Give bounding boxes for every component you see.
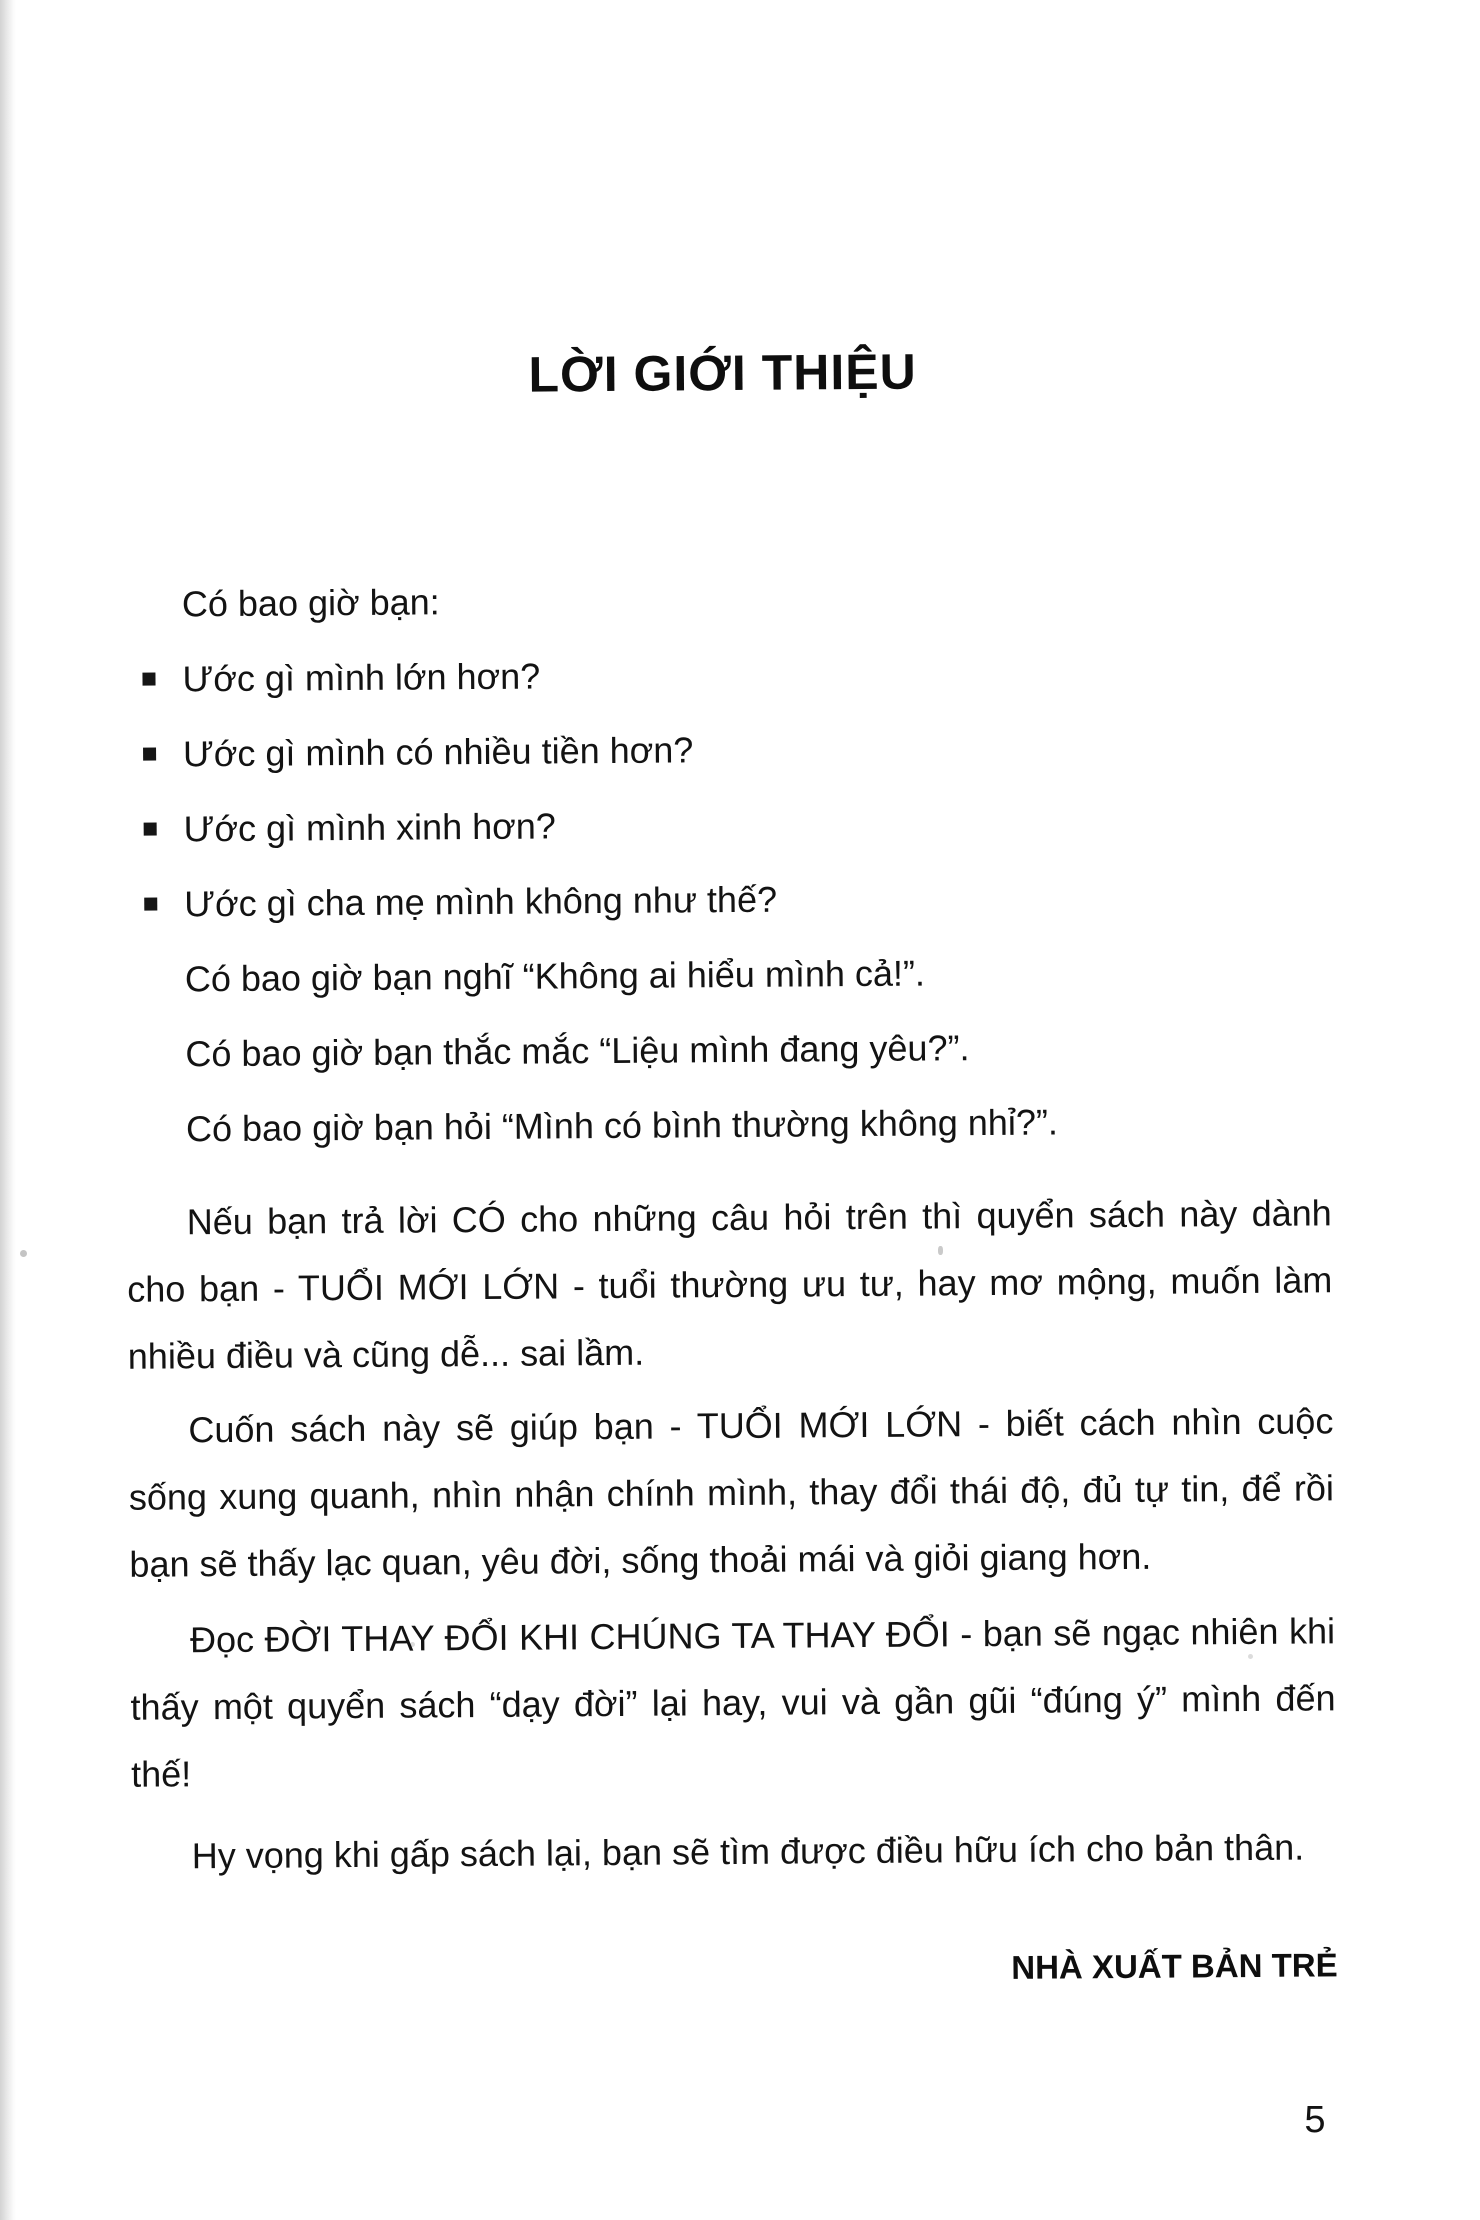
body-paragraph: Nếu bạn trả lời CÓ cho những câu hỏi trên thì quyển sách này dành cho bạn - TUỔI MỚI LỚN - tuổi thường ưu tư, hay mơ mộng, muốn làm nhiều điều và cũng dễ... sai lầm. — [127, 1192, 1333, 1377]
body-paragraph: Đọc ĐỜI THAY ĐỔI KHI CHÚNG TA THAY ĐỔI - bạn sẽ ngạc nhiên khi thấy một quyển sách “dạy đời” lại hay, vui và gần gũi “đúng ý” mình đến thế! — [130, 1610, 1336, 1795]
question-line: Có bao giờ bạn nghĩ “Không ai hiểu mình cả!”. — [184, 952, 926, 1000]
bullet-text: Ước gì mình lớn hơn? — [182, 655, 541, 699]
body-text — [122, 557, 1338, 1996]
bullet-square-icon — [144, 823, 157, 836]
bullet-text: Ước gì cha mẹ mình không như thế? — [184, 878, 778, 924]
body-paragraph: Cuốn sách này sẽ giúp bạn - TUỔI MỚI LỚN - biết cách nhìn cuộc sống xung quanh, nhìn nhận chính mình, thay đổi thái độ, đủ tự tin, để rồi bạn sẽ thấy lạc quan, yêu đời, sống thoải mái và giỏi giang hơn. — [128, 1400, 1335, 1585]
bullet-text: Ước gì mình có nhiều tiền hơn? — [182, 728, 694, 774]
body-paragraph: Hy vọng khi gấp sách lại, bạn sẽ tìm được điều hữu ích cho bản thân. — [191, 1826, 1305, 1877]
intro-line: Có bao giờ bạn: — [181, 581, 440, 625]
bullet-item — [122, 632, 1328, 716]
bullet-square-icon — [142, 673, 155, 686]
scan-speck — [20, 1250, 27, 1257]
bullet-square-icon — [144, 898, 157, 911]
bullet-text: Ước gì mình xinh hơn? — [183, 804, 556, 849]
page-content — [117, 0, 1338, 1997]
bullet-item — [123, 782, 1329, 866]
bullet-square-icon — [143, 748, 156, 761]
question-line: Có bao giờ bạn thắc mắc “Liệu mình đang yêu?”. — [185, 1027, 970, 1075]
bullet-item — [123, 707, 1329, 791]
question-line: Có bao giờ bạn hỏi “Mình có bình thường không nhỉ?”. — [185, 1101, 1059, 1150]
scan-edge-shadow — [0, 0, 16, 2220]
page-title: LỜI GIỚI THIỆU — [528, 343, 917, 403]
page-number: 5 — [1304, 2099, 1326, 2141]
bullet-item — [124, 857, 1330, 941]
publisher-signature: NHÀ XUẤT BẢN TRẺ — [1011, 1946, 1338, 1986]
